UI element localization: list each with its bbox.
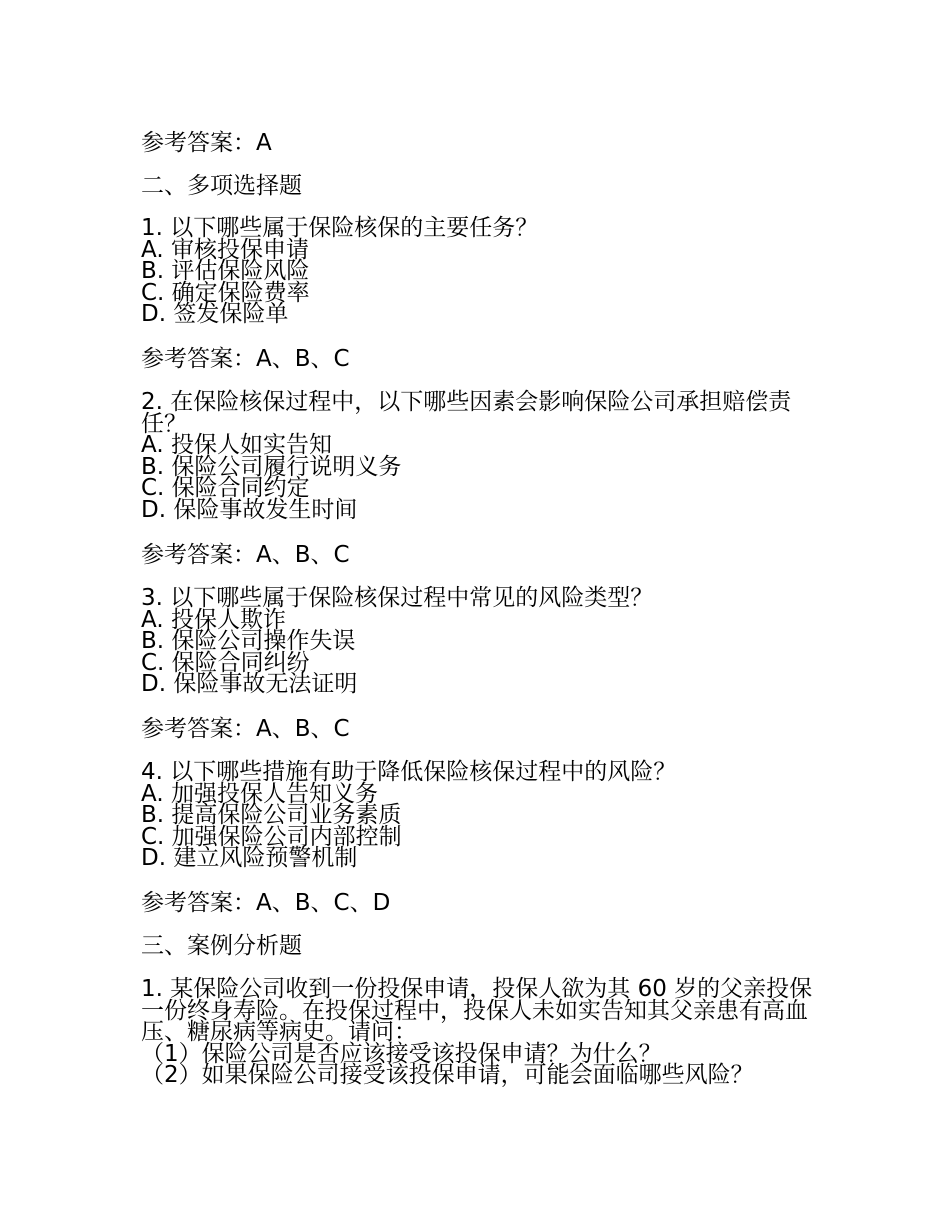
answer-prev-question: 参考答案：A (141, 130, 272, 156)
case-1 (141, 976, 821, 1089)
question-2-option-d: D. 保险事故发生时间 (141, 496, 358, 523)
question-1 (141, 215, 821, 328)
question-3-stem: 3. 以下哪些属于保险核保过程中常见的风险类型？ (141, 585, 654, 611)
question-2-option-b: B. 保险公司履行说明义务 (141, 453, 402, 480)
question-4-option-c: C. 加强保险公司内部控制 (141, 823, 402, 850)
question-2-option-a: A. 投保人如实告知 (141, 432, 332, 459)
section-title-case-analysis: 三、案例分析题 (141, 933, 302, 959)
question-3 (141, 585, 821, 698)
question-4-option-d: D. 建立风险预警机制 (141, 845, 358, 872)
question-1-answer: 参考答案：A、B、C (141, 346, 350, 372)
question-4-option-a: A. 加强投保人告知义务 (141, 780, 378, 807)
section-title-multiple-choice: 二、多项选择题 (141, 173, 302, 199)
question-3-answer: 参考答案：A、B、C (141, 716, 350, 742)
case-1-subquestion-1: （1）保险公司是否应该接受该投保申请？为什么？ (141, 1040, 662, 1067)
question-3-option-d: D. 保险事故无法证明 (141, 671, 358, 698)
question-1-stem: 1. 以下哪些属于保险核保的主要任务？ (141, 215, 539, 241)
question-1-option-d: D. 签发保险单 (141, 301, 289, 328)
question-4-answer: 参考答案：A、B、C、D (141, 890, 391, 916)
question-3-option-a: A. 投保人欺诈 (141, 606, 286, 633)
question-3-option-c: C. 保险合同纠纷 (141, 649, 310, 676)
question-4 (141, 759, 821, 872)
question-2 (141, 389, 821, 523)
question-2-option-c: C. 保险合同约定 (141, 475, 310, 502)
question-1-option-b: B. 评估保险风险 (141, 258, 310, 285)
case-1-subquestion-2: （2）如果保险公司接受该投保申请，可能会面临哪些风险？ (141, 1062, 754, 1089)
question-4-option-b: B. 提高保险公司业务素质 (141, 802, 402, 829)
case-1-stem: 1. 某保险公司收到一份投保申请，投保人欲为其 60 岁的父亲投保一份终身寿险。在投保过程中，投保人未如实告知其父亲患有高血压、糖尿病等病史。请问： (141, 976, 813, 1046)
question-3-option-b: B. 保险公司操作失误 (141, 628, 356, 655)
question-1-option-a: A. 审核投保申请 (141, 236, 309, 263)
question-4-stem: 4. 以下哪些措施有助于降低保险核保过程中的风险？ (141, 759, 677, 785)
question-2-stem: 2. 在保险核保过程中，以下哪些因素会影响保险公司承担赔偿责任？ (141, 389, 792, 437)
question-1-option-c: C. 确定保险费率 (141, 279, 310, 306)
question-2-answer: 参考答案：A、B、C (141, 542, 350, 568)
